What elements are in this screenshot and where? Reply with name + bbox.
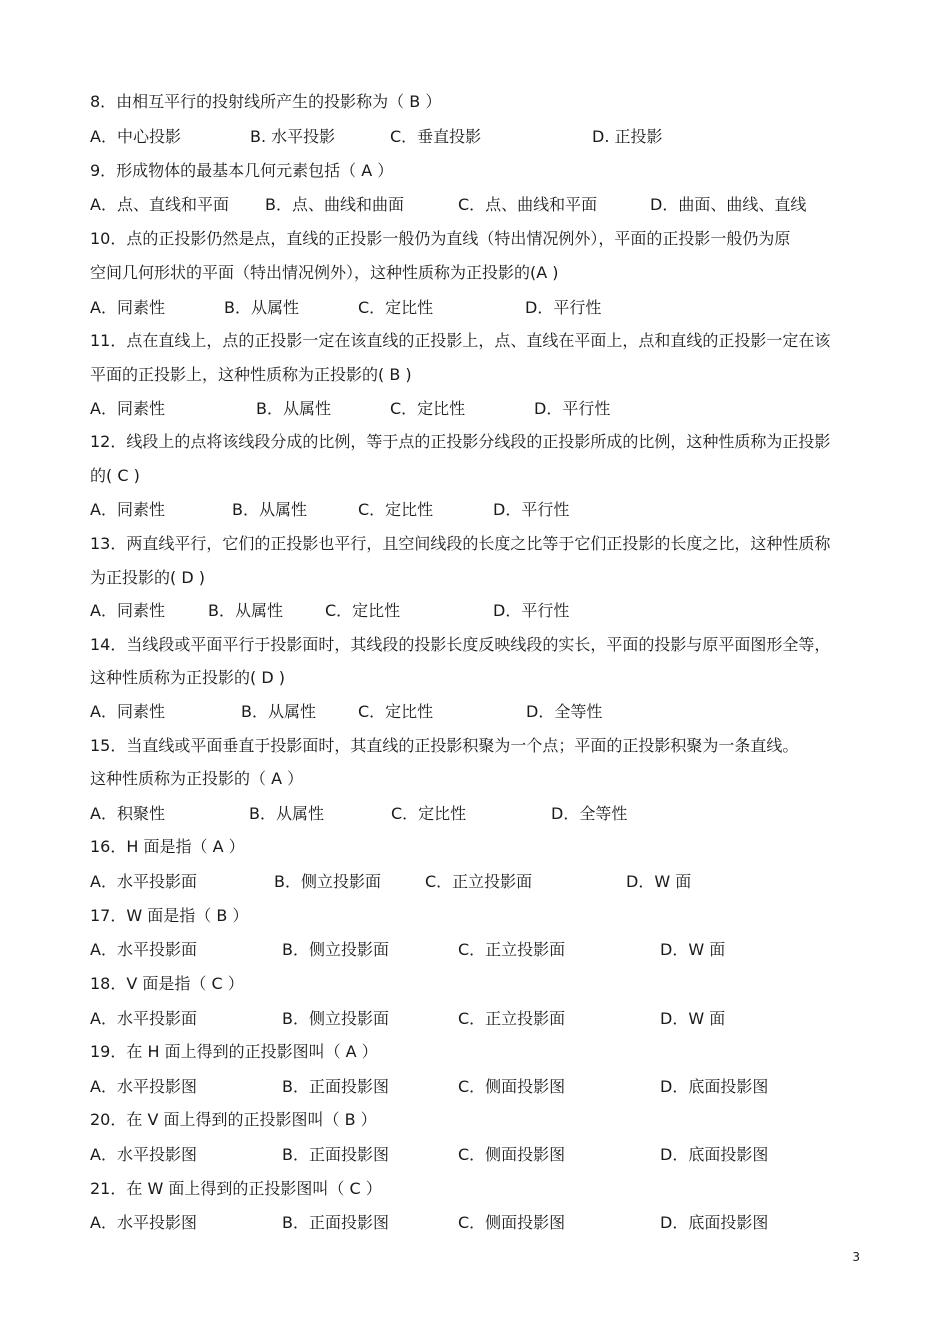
question-10-stem-line-2: 空间几何形状的平面（特出情况例外），这种性质称为正投影的(A ) — [90, 263, 559, 282]
question-19-option-c: C．侧面投影图 — [458, 1077, 566, 1096]
question-17-option-a: A．水平投影面 — [90, 940, 197, 959]
question-20-stem: 20．在 V 面上得到的正投影图叫（ B ） — [90, 1110, 377, 1129]
question-21-option-d: D．底面投影图 — [660, 1213, 769, 1232]
question-14-option-d: D．全等性 — [526, 702, 603, 721]
question-8-option-a: A．中心投影 — [90, 127, 181, 146]
question-13-stem-line-1: 13．两直线平行，它们的正投影也平行，且空间线段的长度之比等于它们正投影的长度之比，这种性质称 — [90, 534, 831, 553]
question-13-option-b: B．从属性 — [208, 601, 283, 620]
question-14-option-b: B．从属性 — [241, 702, 316, 721]
question-15-stem-line-2: 这种性质称为正投影的（ A ） — [90, 769, 304, 788]
question-18-stem: 18．V 面是指（ C ） — [90, 974, 244, 993]
question-13-option-d: D．平行性 — [493, 601, 570, 620]
question-9-stem: 9．形成物体的最基本几何元素包括（ A ） — [90, 161, 394, 180]
question-16-option-d: D．W 面 — [626, 872, 692, 891]
question-14-option-a: A．同素性 — [90, 702, 165, 721]
question-18-option-c: C．正立投影面 — [458, 1009, 566, 1028]
question-21-option-a: A．水平投影图 — [90, 1213, 197, 1232]
question-14-stem-line-1: 14．当线段或平面平行于投影面时，其线段的投影长度反映线段的实长，平面的投影与原平面图形全等， — [90, 635, 831, 654]
question-15-option-d: D．全等性 — [551, 804, 628, 823]
question-11-option-d: D．平行性 — [534, 399, 611, 418]
question-15-stem-line-1: 15．当直线或平面垂直于投影面时，其直线的正投影积聚为一个点；平面的正投影积聚为一条直线。 — [90, 736, 799, 755]
question-9-option-a: A．点、直线和平面 — [90, 195, 229, 214]
question-13-option-c: C．定比性 — [325, 601, 401, 620]
question-20-option-b: B．正面投影图 — [282, 1145, 389, 1164]
question-11-stem-line-1: 11．点在直线上，点的正投影一定在该直线的正投影上，点、直线在平面上，点和直线的正投影一定在该 — [90, 331, 831, 350]
question-8-option-b: B. 水平投影 — [250, 127, 336, 146]
question-15-option-b: B．从属性 — [249, 804, 324, 823]
question-19-option-a: A．水平投影图 — [90, 1077, 197, 1096]
question-21-stem: 21．在 W 面上得到的正投影图叫（ C ） — [90, 1179, 382, 1198]
question-10-option-b: B．从属性 — [224, 298, 299, 317]
question-12-option-a: A．同素性 — [90, 500, 165, 519]
question-10-option-a: A．同素性 — [90, 298, 165, 317]
question-8-stem: 8．由相互平行的投射线所产生的投影称为（ B ） — [90, 92, 442, 111]
question-12-option-b: B．从属性 — [232, 500, 307, 519]
question-18-option-a: A．水平投影面 — [90, 1009, 197, 1028]
question-18-option-b: B．侧立投影面 — [282, 1009, 389, 1028]
question-20-option-a: A．水平投影图 — [90, 1145, 197, 1164]
question-10-option-d: D．平行性 — [525, 298, 602, 317]
question-17-option-c: C．正立投影面 — [458, 940, 566, 959]
question-20-option-c: C．侧面投影图 — [458, 1145, 566, 1164]
question-12-option-d: D．平行性 — [493, 500, 570, 519]
question-13-option-a: A．同素性 — [90, 601, 165, 620]
question-8-option-d: D. 正投影 — [592, 127, 663, 146]
question-18-option-d: D．W 面 — [660, 1009, 726, 1028]
question-19-option-d: D．底面投影图 — [660, 1077, 769, 1096]
question-12-option-c: C．定比性 — [358, 500, 434, 519]
question-8-option-c: C．垂直投影 — [390, 127, 482, 146]
question-17-stem: 17．W 面是指（ B ） — [90, 906, 249, 925]
question-16-option-c: C．正立投影面 — [425, 872, 533, 891]
question-9-option-d: D．曲面、曲线、直线 — [650, 195, 807, 214]
question-17-option-b: B．侧立投影面 — [282, 940, 389, 959]
question-9-option-b: B．点、曲线和曲面 — [265, 195, 404, 214]
question-16-stem: 16．H 面是指（ A ） — [90, 837, 245, 856]
question-13-stem-line-2: 为正投影的( D ) — [90, 568, 205, 587]
question-10-option-c: C．定比性 — [358, 298, 434, 317]
question-14-option-c: C．定比性 — [358, 702, 434, 721]
question-16-option-a: A．水平投影面 — [90, 872, 197, 891]
question-19-option-b: B．正面投影图 — [282, 1077, 389, 1096]
question-12-stem-line-2: 的( C ) — [90, 466, 140, 485]
page-number: 3 — [852, 1250, 860, 1264]
question-11-stem-line-2: 平面的正投影上，这种性质称为正投影的( B ) — [90, 365, 412, 384]
question-11-option-a: A．同素性 — [90, 399, 165, 418]
question-17-option-d: D．W 面 — [660, 940, 726, 959]
question-12-stem-line-1: 12．线段上的点将该线段分成的比例，等于点的正投影分线段的正投影所成的比例，这种性质称为正投影 — [90, 432, 831, 451]
question-21-option-c: C．侧面投影图 — [458, 1213, 566, 1232]
question-15-option-a: A．积聚性 — [90, 804, 165, 823]
question-14-stem-line-2: 这种性质称为正投影的( D ) — [90, 668, 285, 687]
question-11-option-b: B．从属性 — [256, 399, 331, 418]
question-19-stem: 19．在 H 面上得到的正投影图叫（ A ） — [90, 1042, 378, 1061]
question-16-option-b: B．侧立投影面 — [274, 872, 381, 891]
question-21-option-b: B．正面投影图 — [282, 1213, 389, 1232]
question-11-option-c: C．定比性 — [390, 399, 466, 418]
question-10-stem-line-1: 10．点的正投影仍然是点，直线的正投影一般仍为直线（特出情况例外），平面的正投影一般仍为原 — [90, 229, 791, 248]
question-20-option-d: D．底面投影图 — [660, 1145, 769, 1164]
question-9-option-c: C．点、曲线和平面 — [458, 195, 598, 214]
question-15-option-c: C．定比性 — [391, 804, 467, 823]
